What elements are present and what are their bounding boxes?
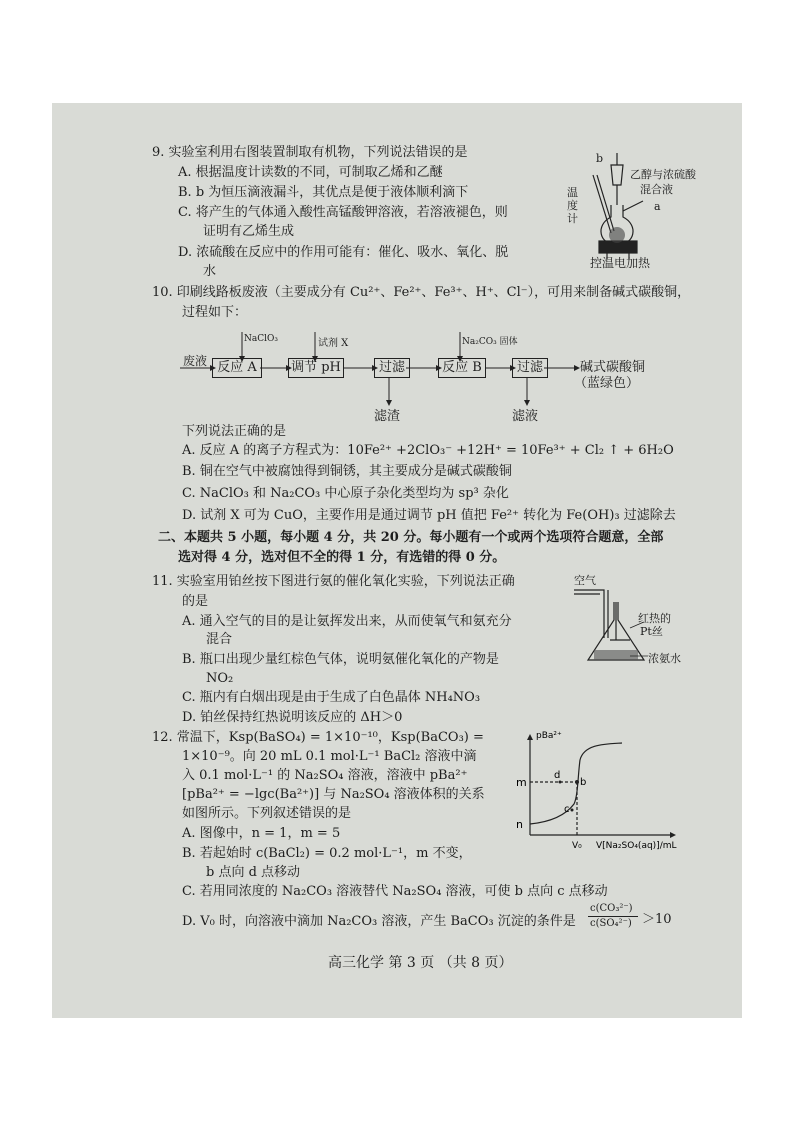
q9-option-a: A. 根据温度计读数的不同，可制取乙烯和乙醚: [178, 165, 443, 180]
q12-option-d-fraction-bar: [588, 916, 638, 917]
section2-instructions: 二、本题共 5 小题，每小题 4 分，共 20 分。每小题有一个或两个选项符合题意，全部: [158, 530, 664, 545]
flow-residue: 滤渣: [374, 409, 401, 424]
q10-option-c: C. NaClO₃ 和 Na₂CO₃ 中心原子杂化类型均为 sp³ 杂化: [182, 486, 509, 501]
q11-option-a: A. 通入空气的目的是让氨挥发出来，从而使氧气和氨充分: [182, 614, 512, 629]
q10-option-b: B. 铜在空气中被腐蚀得到铜锈，其主要成分是碱式碳酸铜: [182, 464, 512, 479]
q9-fig-reagent: 乙醇与浓硫酸: [630, 168, 696, 181]
q11-stem: 11. 实验室用铂丝按下图进行氨的催化氧化实验，下列说法正确: [152, 574, 515, 589]
q11-stem-cont: 的是: [182, 594, 209, 609]
chart-point-b: [575, 780, 579, 784]
chart-tick-m: m: [516, 776, 527, 789]
q12-stem-2: 1×10⁻⁹。向 20 mL 0.1 mol·L⁻¹ BaCl₂ 溶液中滴: [182, 749, 477, 764]
q11-option-b: B. 瓶口出现少量红棕色气体，说明氨催化氧化的产物是: [182, 652, 499, 667]
chart-label-b: b: [580, 777, 587, 788]
q9-apparatus-figure: [565, 145, 705, 265]
q12-stem-1: 12. 常温下，Ksp(BaSO₄) = 1×10⁻¹⁰，Ksp(BaCO₃) =: [152, 730, 484, 745]
q9-fig-therm-1: 温: [567, 186, 578, 199]
q9-option-b: B. b 为恒压滴液漏斗，其优点是便于液体顺利滴下: [178, 185, 469, 200]
q9-fig-label-b: b: [596, 152, 604, 165]
flow-filter-1: 过滤: [374, 358, 410, 378]
q12-option-b: B. 若起始时 c(BaCl₂) = 0.2 mol·L⁻¹，m 不变，: [182, 846, 472, 861]
q9-stem: 9. 实验室利用右图装置制取有机物，下列说法错误的是: [152, 145, 468, 160]
section2-instructions-cont: 选对得 4 分，选对但不全的得 1 分，有选错的得 0 分。: [178, 550, 506, 565]
chart-tick-n: n: [516, 818, 523, 831]
flow-adjust-ph: 调节 pH: [288, 358, 344, 378]
flow-add-naclo3: NaClO₃: [244, 334, 278, 344]
q9-fig-reagent-2: 混合液: [640, 183, 673, 196]
flow-feed: 废液: [183, 354, 208, 368]
chart-point-c: [571, 809, 574, 812]
flow-product-color: （蓝绿色）: [574, 376, 640, 391]
chart-tick-v0: V₀: [572, 841, 582, 851]
flow-add-na2co3: Na₂CO₃ 固体: [462, 337, 518, 347]
chart-xlabel: V[Na₂SO₄(aq)]/mL: [596, 841, 677, 851]
flow-reaction-a: 反应 A: [212, 358, 262, 378]
q11-fig-platinum: 红热的: [638, 612, 671, 625]
q12-option-d: D. V₀ 时，向溶液中滴加 Na₂CO₃ 溶液，产生 BaCO₃ 沉淀的条件是: [182, 914, 576, 929]
q10-option-a: A. 反应 A 的离子方程式为：10Fe²⁺ +2ClO₃⁻ +12H⁺ = 10Fe³⁺ + Cl₂ ↑ + 6H₂O: [182, 443, 674, 458]
q12-option-d-tail: ＞10: [642, 912, 672, 927]
flow-product: 碱式碳酸铜: [580, 360, 646, 375]
flow-reaction-b: 反应 B: [438, 358, 486, 378]
q12-stem-5: 如图所示。下列叙述错误的是: [182, 806, 352, 821]
q9-option-c-cont: 证明有乙烯生成: [203, 224, 295, 239]
q10-option-d: D. 试剂 X 可为 CuO，主要作用是通过调节 pH 值把 Fe²⁺ 转化为 Fe(OH)₃ 过滤除去: [182, 508, 676, 523]
q12-option-b-cont: b 点向 d 点移动: [206, 865, 301, 880]
flow-filtrate: 滤液: [512, 409, 539, 424]
q11-option-a-cont: 混合: [206, 632, 233, 647]
q9-fig-label-a: a: [654, 200, 661, 213]
q12-option-c: C. 若用同浓度的 Na₂CO₃ 溶液替代 Na₂SO₄ 溶液，可使 b 点向 c 点移动: [182, 884, 608, 899]
q11-option-b-cont: NO₂: [206, 671, 234, 686]
chart-ylabel: pBa²⁺: [536, 731, 562, 741]
q9-option-d: D. 浓硫酸在反应中的作用可能有：催化、吸水、氧化、脱: [178, 245, 509, 260]
q10-stem-cont: 过程如下：: [182, 305, 248, 320]
chart-label-d: d: [554, 770, 561, 781]
q9-option-c: C. 将产生的气体通入酸性高锰酸钾溶液，若溶液褪色，则: [178, 205, 508, 220]
flow-filter-2: 过滤: [512, 358, 548, 378]
q12-option-d-numerator: c(CO₃²⁻): [590, 903, 633, 914]
q12-option-a: A. 图像中，n = 1，m = 5: [182, 826, 341, 841]
q9-fig-therm-3: 计: [567, 212, 578, 225]
page-footer: 高三化学 第 3 页 （共 8 页）: [328, 955, 513, 971]
q12-chart: [510, 730, 700, 855]
q12-stem-3: 入 0.1 mol·L⁻¹ 的 Na₂SO₄ 溶液，溶液中 pBa²⁺: [182, 768, 468, 783]
chart-label-c: c: [564, 804, 570, 815]
q11-fig-air: 空气: [574, 574, 596, 587]
q9-fig-therm-2: 度: [567, 199, 578, 212]
q10-lead: 下列说法正确的是: [182, 424, 287, 439]
flow-add-reagent-x: 试剂 X: [318, 338, 349, 349]
q11-fig-ammonia: 浓氨水: [648, 652, 681, 665]
q12-option-d-denominator: c(SO₄²⁻): [590, 918, 632, 929]
q11-option-d: D. 铂丝保持红热说明该反应的 ΔH＞0: [182, 710, 403, 725]
q9-option-d-cont: 水: [203, 264, 217, 279]
q9-fig-heater: 控温电加热: [590, 256, 651, 270]
q11-fig-platinum-2: Pt丝: [640, 625, 663, 638]
q12-stem-4: [pBa²⁺ = −lgc(Ba²⁺)] 与 Na₂SO₄ 溶液体积的关系: [182, 787, 485, 802]
q10-stem: 10. 印刷线路板废液（主要成分有 Cu²⁺、Fe²⁺、Fe³⁺、H⁺、Cl⁻），可用来制备碱式碳酸铜，: [152, 285, 691, 300]
q11-option-c: C. 瓶内有白烟出现是由于生成了白色晶体 NH₄NO₃: [182, 690, 481, 705]
